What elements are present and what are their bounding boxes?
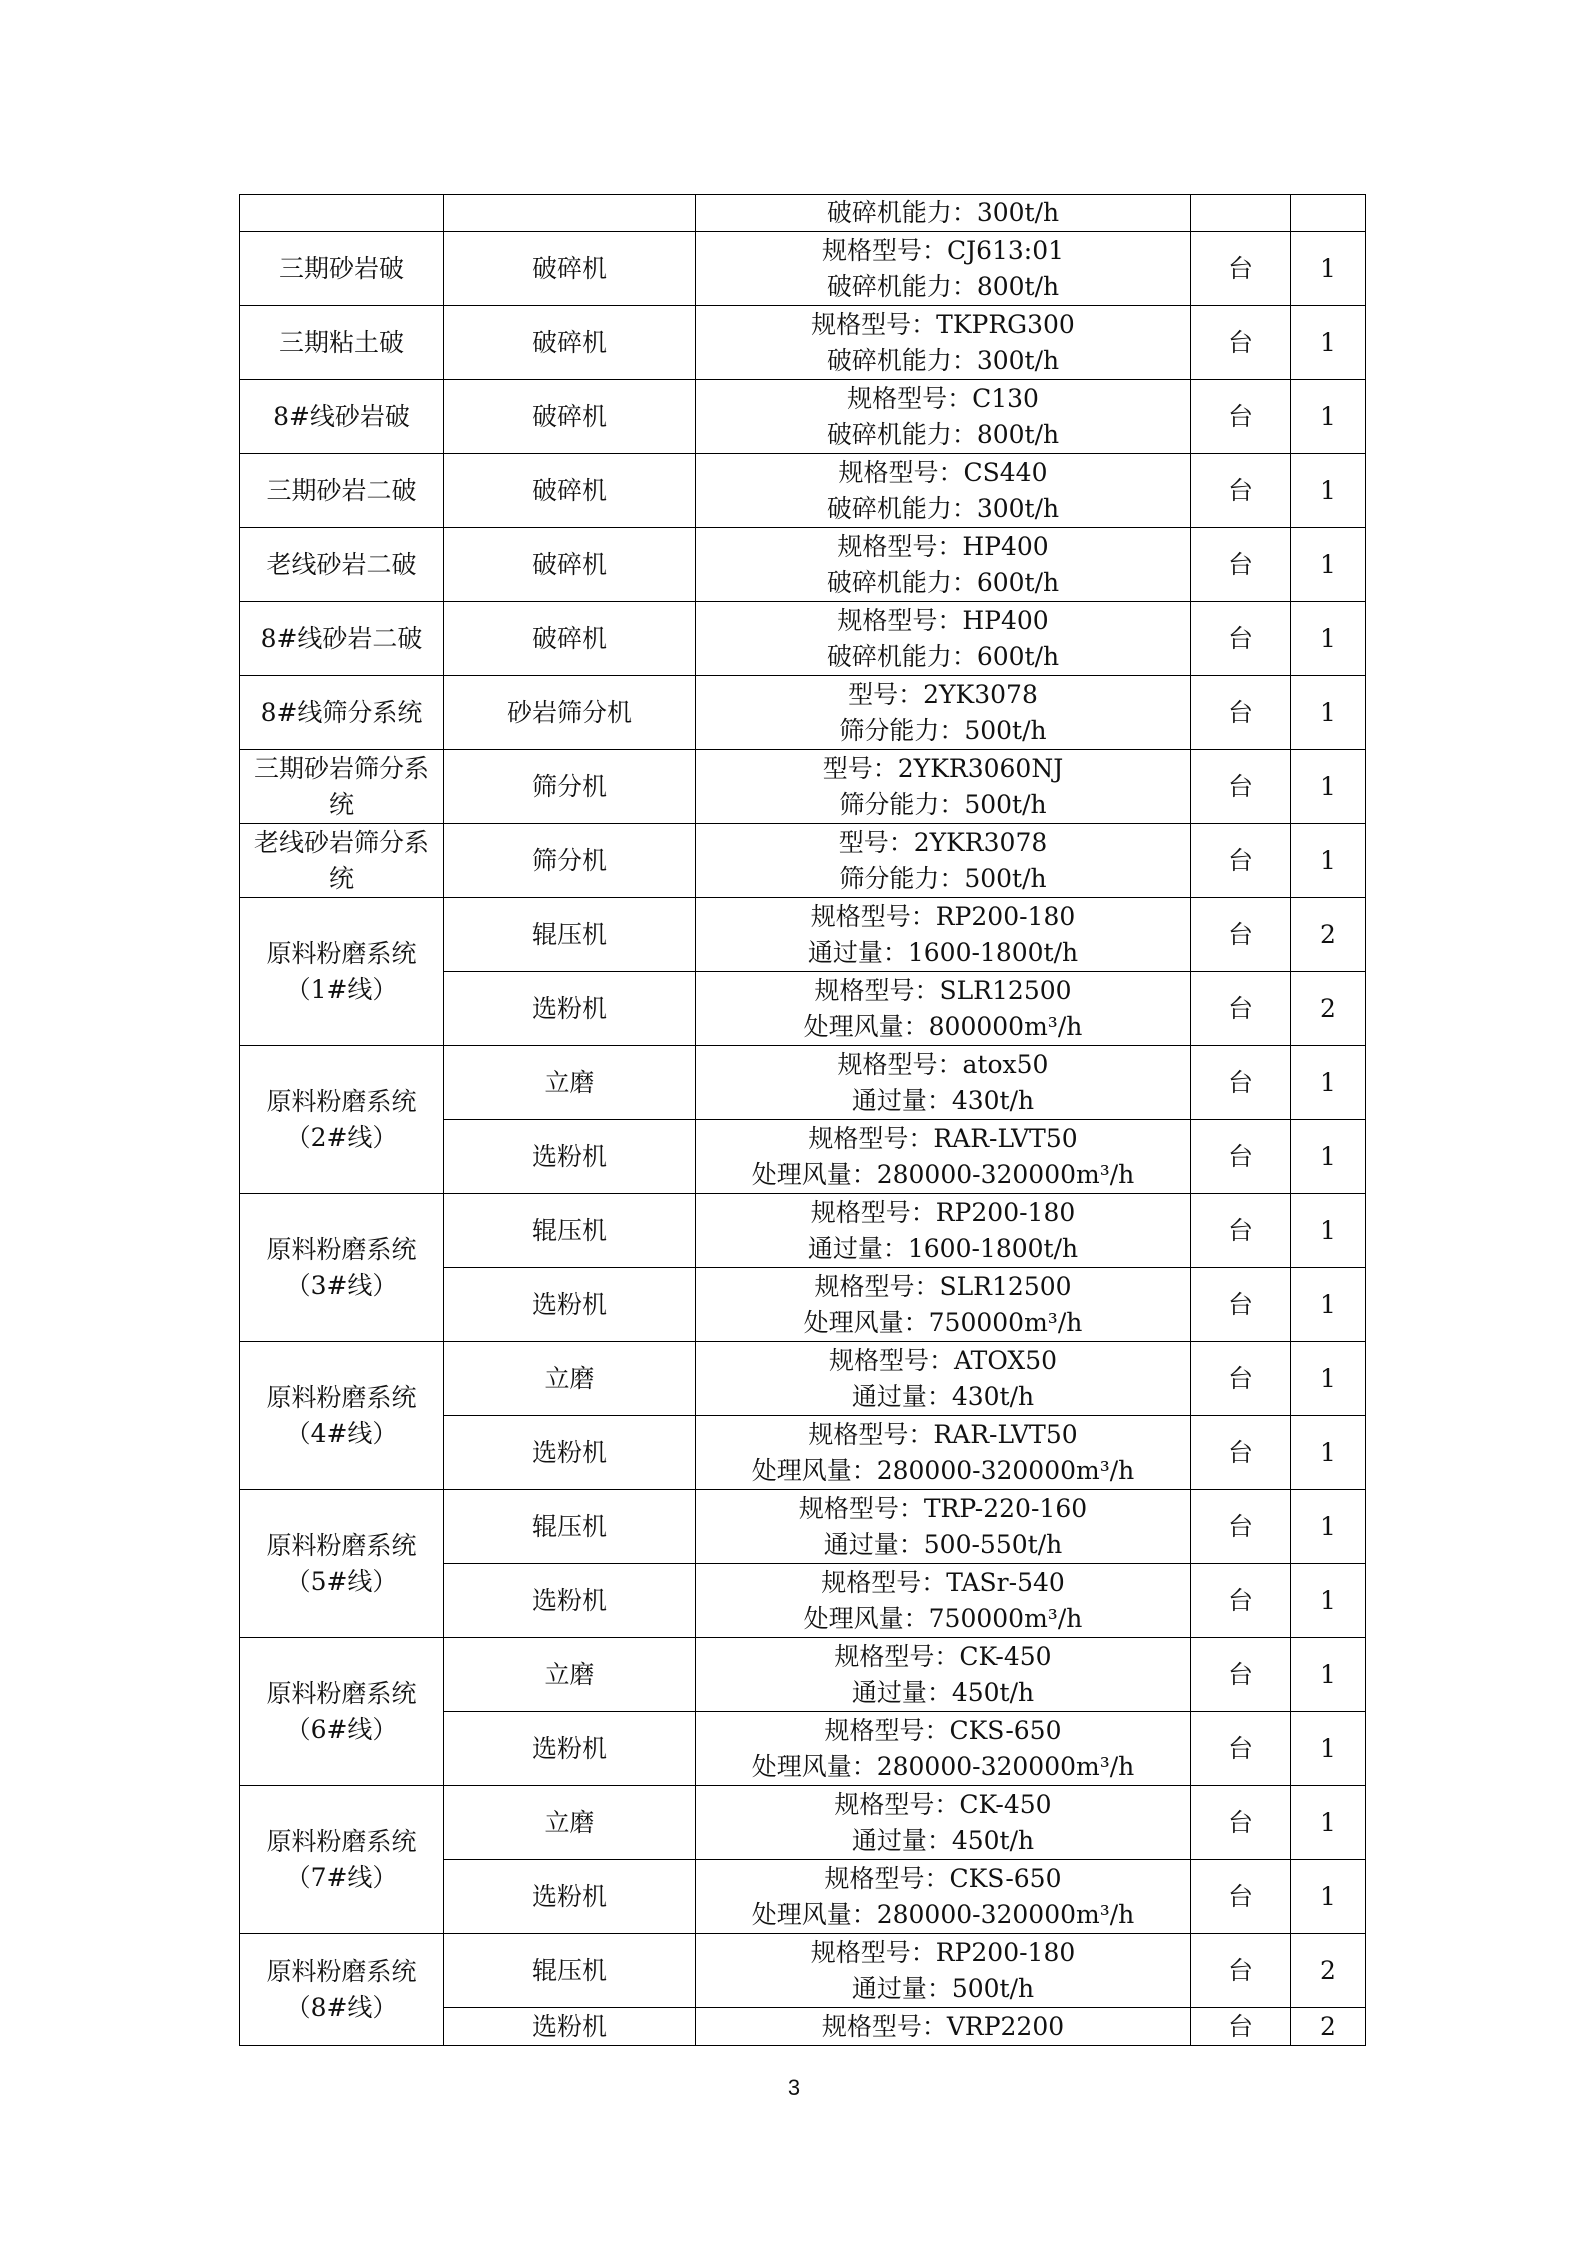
spec-cell [696,1860,1191,1934]
system-cell: 老线砂岩二破 [240,528,444,602]
spec-cell [696,1786,1191,1860]
table-row [240,602,1366,676]
equipment-table [239,194,1366,2046]
spec-line: 处理风量：280000-320000m³/h [751,1455,1135,1485]
system-cell: 原料粉磨系统（1#线） [240,898,444,1046]
spec-line: 规格型号：CS440 [838,457,1048,487]
unit-cell: 台 [1191,1194,1291,1268]
spec-cell [696,2008,1191,2046]
spec-cell [696,1342,1191,1416]
quantity-cell: 1 [1291,306,1366,380]
spec-line: 破碎机能力：300t/h [826,345,1060,375]
unit-cell: 台 [1191,454,1291,528]
table-row [240,232,1366,306]
equipment-cell: 辊压机 [444,1490,696,1564]
table-row [240,1638,1366,1712]
system-cell: 三期砂岩筛分系统 [240,750,444,824]
spec-line: 规格型号：SLR12500 [814,1271,1072,1301]
spec-line: 破碎机能力：300t/h [826,493,1060,523]
system-cell [240,195,444,232]
spec-line: 破碎机能力：300t/h [826,198,1060,227]
quantity-cell: 1 [1291,1120,1366,1194]
system-cell: 原料粉磨系统（2#线） [240,1046,444,1194]
spec-line: 通过量：430t/h [851,1085,1035,1115]
table-row [240,824,1366,898]
table-row [240,1786,1366,1860]
table-row [240,380,1366,454]
spec-line: 破碎机能力：800t/h [826,419,1060,449]
spec-cell [696,1564,1191,1638]
spec-line: 处理风量：800000m³/h [803,1011,1083,1041]
spec-line: 型号：2YK3078 [848,679,1038,709]
spec-line: 筛分能力：500t/h [839,863,1047,893]
spec-cell [696,676,1191,750]
spec-line: 型号：2YKR3078 [838,827,1048,857]
equipment-cell: 破碎机 [444,454,696,528]
equipment-cell: 选粉机 [444,2008,696,2046]
spec-cell [696,898,1191,972]
table-row [240,1194,1366,1268]
spec-cell [696,306,1191,380]
spec-cell [696,1712,1191,1786]
table-row [240,454,1366,528]
spec-cell [696,1638,1191,1712]
spec-line: 规格型号：TASr-540 [821,1567,1065,1597]
system-cell: 8#线砂岩破 [240,380,444,454]
spec-cell [696,380,1191,454]
unit-cell [1191,195,1291,232]
table-row [240,1342,1366,1416]
spec-line: 规格型号：TRP-220-160 [798,1493,1088,1523]
system-cell: 老线砂岩筛分系统 [240,824,444,898]
spec-line: 规格型号：HP400 [837,531,1049,561]
quantity-cell: 2 [1291,2008,1366,2046]
unit-cell: 台 [1191,1490,1291,1564]
system-cell: 原料粉磨系统（5#线） [240,1490,444,1638]
unit-cell: 台 [1191,750,1291,824]
spec-line: 处理风量：280000-320000m³/h [751,1159,1135,1189]
spec-line: 处理风量：280000-320000m³/h [751,1751,1135,1781]
spec-cell [696,454,1191,528]
equipment-table-body [240,195,1366,2046]
unit-cell: 台 [1191,602,1291,676]
spec-line: 规格型号：CJ613:01 [821,235,1065,265]
equipment-cell: 立磨 [444,1638,696,1712]
equipment-cell: 辊压机 [444,1934,696,2008]
equipment-cell: 立磨 [444,1342,696,1416]
table-row [240,528,1366,602]
spec-cell [696,824,1191,898]
equipment-cell: 破碎机 [444,602,696,676]
system-cell: 原料粉磨系统（7#线） [240,1786,444,1934]
spec-line: 规格型号：TKPRG300 [811,309,1075,339]
quantity-cell: 1 [1291,1268,1366,1342]
equipment-cell: 破碎机 [444,380,696,454]
equipment-cell: 选粉机 [444,1120,696,1194]
quantity-cell: 2 [1291,1934,1366,2008]
equipment-cell: 辊压机 [444,1194,696,1268]
unit-cell: 台 [1191,232,1291,306]
equipment-cell: 筛分机 [444,750,696,824]
equipment-cell: 立磨 [444,1786,696,1860]
equipment-cell: 选粉机 [444,972,696,1046]
spec-line: 规格型号：RAR-LVT50 [808,1419,1078,1449]
spec-cell [696,1416,1191,1490]
spec-cell [696,602,1191,676]
quantity-cell: 1 [1291,528,1366,602]
unit-cell: 台 [1191,1786,1291,1860]
spec-cell [696,1490,1191,1564]
system-cell: 三期砂岩破 [240,232,444,306]
equipment-cell: 破碎机 [444,528,696,602]
unit-cell: 台 [1191,1046,1291,1120]
spec-cell [696,528,1191,602]
spec-line: 通过量：450t/h [851,1825,1035,1855]
spec-line: 破碎机能力：800t/h [826,271,1060,301]
quantity-cell: 1 [1291,1490,1366,1564]
quantity-cell: 1 [1291,1860,1366,1934]
equipment-cell: 辊压机 [444,898,696,972]
equipment-cell: 选粉机 [444,1860,696,1934]
system-cell: 原料粉磨系统（3#线） [240,1194,444,1342]
spec-cell [696,1934,1191,2008]
spec-cell [696,1194,1191,1268]
spec-cell [696,1120,1191,1194]
equipment-cell: 立磨 [444,1046,696,1120]
unit-cell: 台 [1191,1268,1291,1342]
quantity-cell: 1 [1291,1342,1366,1416]
spec-cell [696,232,1191,306]
unit-cell: 台 [1191,1342,1291,1416]
equipment-cell: 选粉机 [444,1712,696,1786]
system-cell: 原料粉磨系统（8#线） [240,1934,444,2046]
spec-cell [696,972,1191,1046]
quantity-cell: 1 [1291,1638,1366,1712]
unit-cell: 台 [1191,676,1291,750]
spec-line: 通过量：500t/h [851,1973,1035,2003]
unit-cell: 台 [1191,306,1291,380]
spec-line: 规格型号：ATOX50 [828,1345,1058,1375]
spec-line: 规格型号：CKS-650 [824,1715,1062,1745]
quantity-cell: 1 [1291,824,1366,898]
spec-cell [696,1268,1191,1342]
quantity-cell: 1 [1291,1416,1366,1490]
unit-cell: 台 [1191,824,1291,898]
quantity-cell: 1 [1291,380,1366,454]
quantity-cell: 1 [1291,1046,1366,1120]
page-number: 3 [787,2075,801,2100]
spec-line: 规格型号：RAR-LVT50 [808,1123,1078,1153]
spec-line: 规格型号：RP200-180 [810,901,1076,931]
unit-cell: 台 [1191,2008,1291,2046]
quantity-cell [1291,195,1366,232]
spec-line: 处理风量：750000m³/h [803,1307,1083,1337]
unit-cell: 台 [1191,1712,1291,1786]
equipment-cell [444,195,696,232]
spec-line: 通过量：1600-1800t/h [807,937,1079,967]
spec-line: 型号：2YKR3060NJ [822,753,1064,783]
spec-line: 规格型号：RP200-180 [810,1937,1076,1967]
quantity-cell: 1 [1291,1564,1366,1638]
table-row [240,306,1366,380]
spec-line: 规格型号：SLR12500 [814,975,1072,1005]
unit-cell: 台 [1191,1416,1291,1490]
quantity-cell: 1 [1291,232,1366,306]
spec-line: 筛分能力：500t/h [839,789,1047,819]
unit-cell: 台 [1191,1564,1291,1638]
table-row [240,195,1366,232]
spec-line: 处理风量：750000m³/h [803,1603,1083,1633]
spec-cell [696,1046,1191,1120]
table-row [240,1490,1366,1564]
quantity-cell: 1 [1291,602,1366,676]
spec-line: 规格型号：CKS-650 [824,1863,1062,1893]
spec-line: 规格型号：CK-450 [834,1641,1052,1671]
spec-line: 通过量：450t/h [851,1677,1035,1707]
system-cell: 原料粉磨系统（4#线） [240,1342,444,1490]
table-row [240,898,1366,972]
table-row [240,676,1366,750]
unit-cell: 台 [1191,528,1291,602]
equipment-cell: 选粉机 [444,1268,696,1342]
system-cell: 三期砂岩二破 [240,454,444,528]
table-row [240,1934,1366,2008]
unit-cell: 台 [1191,1860,1291,1934]
spec-line: 通过量：430t/h [851,1381,1035,1411]
quantity-cell: 1 [1291,1712,1366,1786]
equipment-cell: 砂岩筛分机 [444,676,696,750]
spec-cell [696,195,1191,232]
quantity-cell: 1 [1291,676,1366,750]
quantity-cell: 1 [1291,1786,1366,1860]
table-row [240,750,1366,824]
spec-line: 规格型号：C130 [847,383,1039,413]
unit-cell: 台 [1191,1638,1291,1712]
quantity-cell: 1 [1291,750,1366,824]
spec-line: 规格型号：RP200-180 [810,1197,1076,1227]
equipment-cell: 筛分机 [444,824,696,898]
unit-cell: 台 [1191,972,1291,1046]
quantity-cell: 1 [1291,1194,1366,1268]
quantity-cell: 2 [1291,972,1366,1046]
system-cell: 8#线砂岩二破 [240,602,444,676]
equipment-cell: 破碎机 [444,232,696,306]
spec-line: 规格型号：CK-450 [834,1789,1052,1819]
spec-line: 筛分能力：500t/h [839,715,1047,745]
spec-cell [696,750,1191,824]
unit-cell: 台 [1191,380,1291,454]
system-cell: 8#线筛分系统 [240,676,444,750]
quantity-cell: 2 [1291,898,1366,972]
unit-cell: 台 [1191,1120,1291,1194]
equipment-cell: 选粉机 [444,1564,696,1638]
system-cell: 三期粘土破 [240,306,444,380]
spec-line: 通过量：1600-1800t/h [807,1233,1079,1263]
spec-line: 通过量：500-550t/h [823,1529,1063,1559]
unit-cell: 台 [1191,898,1291,972]
equipment-cell: 破碎机 [444,306,696,380]
equipment-cell: 选粉机 [444,1416,696,1490]
spec-line: 破碎机能力：600t/h [826,567,1060,597]
spec-line: 破碎机能力：600t/h [826,641,1060,671]
spec-line: 处理风量：280000-320000m³/h [751,1899,1135,1929]
quantity-cell: 1 [1291,454,1366,528]
system-cell: 原料粉磨系统（6#线） [240,1638,444,1786]
spec-line: 规格型号：HP400 [837,605,1049,635]
spec-line: 规格型号：VRP2200 [821,2011,1065,2041]
spec-line: 规格型号：atox50 [837,1049,1049,1079]
unit-cell: 台 [1191,1934,1291,2008]
table-row [240,1046,1366,1120]
